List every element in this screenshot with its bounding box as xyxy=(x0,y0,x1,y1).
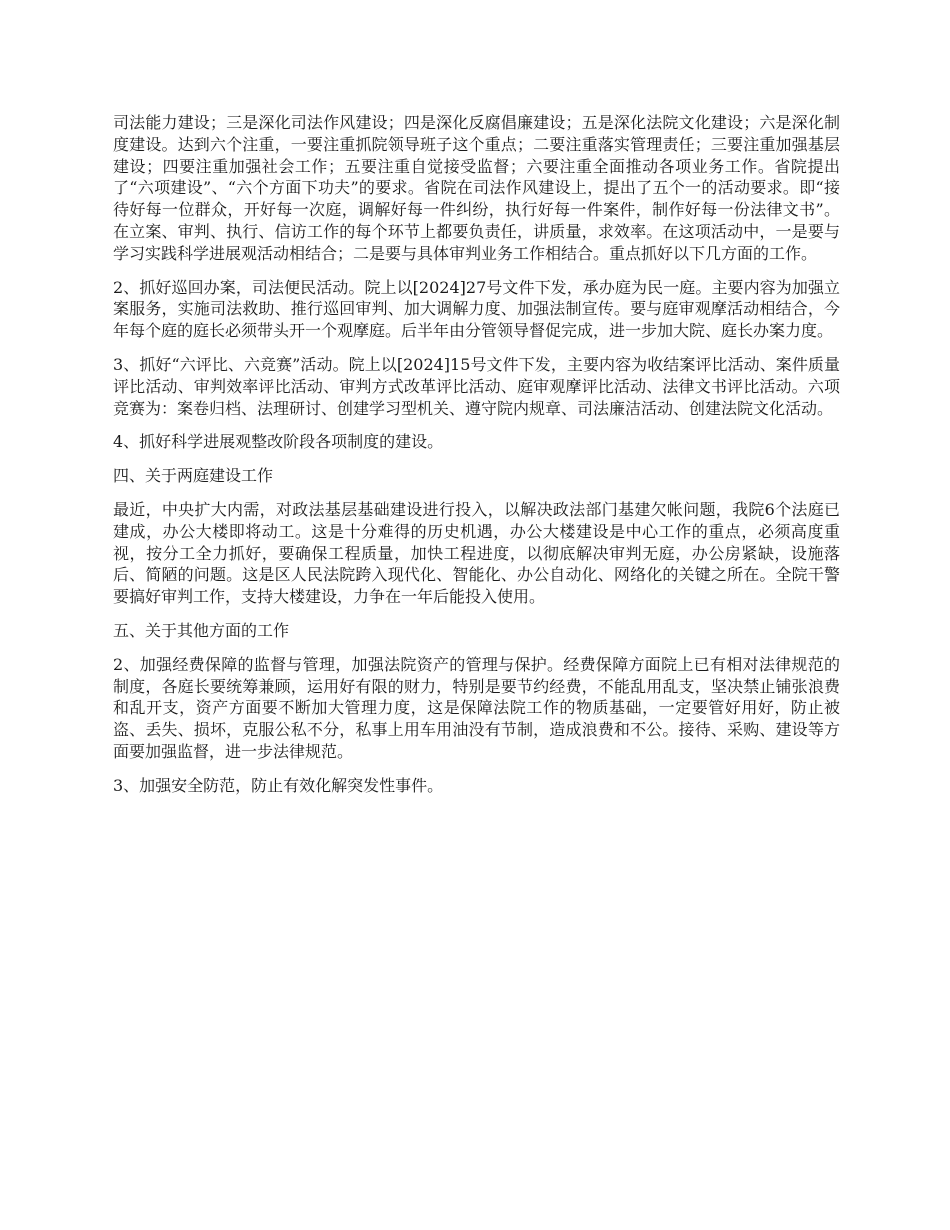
paragraph: 司法能力建设；三是深化司法作风建设；四是深化反腐倡廉建设；五是深化法院文化建设；六是深化制度建设。达到六个注重，一要注重抓院领导班子这个重点；二要注重落实管理责任；三要注重加强基层建设；四要注重加强社会工作；五要注重自觉接受监督；六要注重全面推动各项业务工作。省院提出了“六项建设”、“六个方面下功夫”的要求。省院在司法作风建设上，提出了五个一的活动要求。即“接待好每一位群众，开好每一次庭，调解好每一件纠纷，执行好每一件案件，制作好每一份法律文书”。在立案、审判、执行、信访工作的每个环节上都要负责任，讲质量，求效率。在这项活动中，一是要与学习实践科学进展观活动相结合；二是要与具体审判业务工作相结合。重点抓好以下几方面的工作。 xyxy=(113,113,840,263)
paragraph: 3、抓好“六评比、六竞赛”活动。院上以[2024]15号文件下发，主要内容为收结案评比活动、案件质量评比活动、审判效率评比活动、审判方式改革评比活动、庭审观摩评比活动、法律文书评比活动。六项竞赛为：案卷归档、法理研讨、创建学习型机关、遵守院内规章、司法廉洁活动、创建法院文化活动。 xyxy=(113,354,840,418)
section-heading: 五、关于其他方面的工作 xyxy=(113,620,290,640)
section-heading: 四、关于两庭建设工作 xyxy=(113,466,274,486)
document-body xyxy=(113,112,840,809)
paragraph: 3、加强安全防范，防止有效化解突发性事件。 xyxy=(113,775,444,795)
paragraph: 最近，中央扩大内需，对政法基层基础建设进行投入，以解决政法部门基建欠帐问题，我院6个法庭已建成，办公大楼即将动工。这是十分难得的历史机遇，办公大楼建设是中心工作的重点，必须高度重视，按分工全力抓好，要确保工程质量，加快工程进度，以彻底解决审判无庭，办公房紧缺，设施落后、简陋的问题。这是区人民法院跨入现代化、智能化、办公自动化、网络化的关键之所在。全院干警要搞好审判工作，支持大楼建设，力争在一年后能投入使用。 xyxy=(113,499,840,607)
paragraph: 2、加强经费保障的监督与管理，加强法院资产的管理与保护。经费保障方面院上已有相对法律规范的制度，各庭长要统筹兼顾，运用好有限的财力，特别是要节约经费，不能乱用乱支，坚决禁止铺张浪费和乱开支，资产方面要不断加大管理力度，这是保障法院工作的物质基础，一定要管好用好，防止被盗、丢失、损坏，克服公私不分，私事上用车用油没有节制，造成浪费和不公。接待、采购、建设等方面要加强监督，进一步法律规范。 xyxy=(113,654,840,761)
paragraph: 4、抓好科学进展观整改阶段各项制度的建设。 xyxy=(113,432,444,452)
paragraph: 2、抓好巡回办案，司法便民活动。院上以[2024]27号文件下发，承办庭为民一庭。主要内容为加强立案服务，实施司法救助、推行巡回审判、加大调解力度、加强法制宣传。要与庭审观摩活动相结合，今年每个庭的庭长必须带头开一个观摩庭。后半年由分管领导督促完成，进一步加大院、庭长办案力度。 xyxy=(113,277,840,341)
